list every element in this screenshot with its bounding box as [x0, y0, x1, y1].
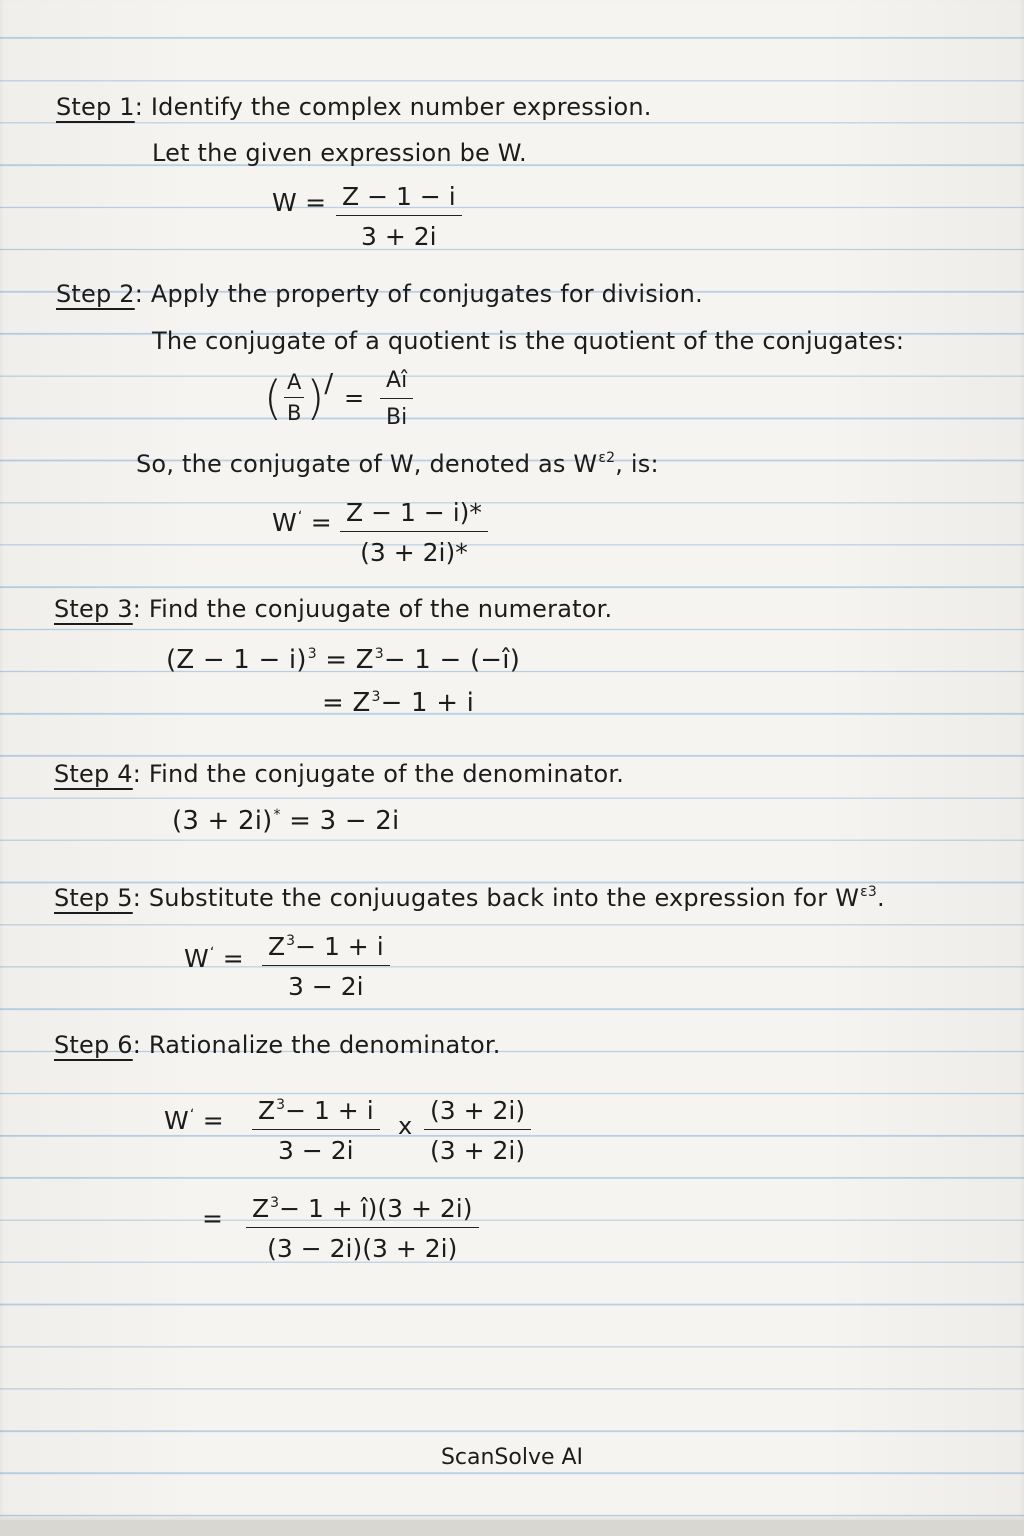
step1-numerator: Z − 1 − i: [336, 184, 462, 216]
step6-times: x: [398, 1112, 413, 1140]
step2-property-rhs: [380, 370, 413, 429]
step6-f3-z: Z: [252, 1194, 270, 1223]
step1-line: Let the given expression be W.: [152, 139, 527, 167]
step6-fraction2: [424, 1098, 531, 1163]
step2-line2-text: So, the conjugate of W, denoted as W: [136, 450, 598, 478]
step3-line2-a: = Z: [322, 688, 371, 718]
step2-property-num: A: [284, 370, 304, 398]
step5-num-z: Z: [268, 932, 286, 961]
step1-heading: [56, 95, 652, 119]
step5-title-end: .: [877, 884, 885, 912]
step3-line1-a: (Z − 1 − i): [166, 645, 307, 675]
left-paren: (: [264, 370, 282, 425]
step1-title: : Identify the complex number expression.: [134, 93, 652, 121]
step2-lhs-sup: ʻ: [297, 509, 303, 525]
step6-f1-sup: 3: [276, 1097, 286, 1113]
step6-f3-denominator: (3 − 2i)(3 + 2i): [267, 1234, 458, 1263]
step2-line2-end: , is:: [615, 450, 659, 478]
step1-denominator: 3 + 2i: [361, 222, 437, 251]
step3-title: : Find the conjuugate of the numerator.: [132, 595, 613, 623]
step2-lhs: [272, 510, 332, 535]
step6-title: : Rationalize the denominator.: [132, 1031, 501, 1059]
step6-heading: [54, 1033, 501, 1057]
step3-line1-b: = Z: [316, 645, 374, 675]
step4-line-sup: *: [273, 807, 281, 823]
step3-line2: [322, 690, 474, 716]
step5-num-sup: 3: [286, 933, 296, 949]
step2-heading: [56, 282, 703, 306]
step6-f1-denominator: 3 − 2i: [278, 1136, 354, 1165]
step6-fraction1: [252, 1098, 380, 1163]
step6-eq2: =: [202, 1204, 224, 1233]
step3-heading: [54, 597, 612, 621]
step3-line1: [166, 647, 520, 673]
step2-property-rhs-num: Aî: [380, 370, 413, 399]
step2-line2-sup: ε2: [598, 450, 616, 466]
step4-title: : Find the conjugate of the denominator.: [132, 760, 625, 788]
step5-heading: [54, 886, 885, 910]
step6-f2-numerator: (3 + 2i): [424, 1098, 531, 1130]
step4-label: Step 4: [54, 760, 133, 788]
step5-label: Step 5: [54, 884, 133, 912]
step2-fraction: [340, 500, 488, 565]
step6-eq: =: [202, 1106, 224, 1135]
step1-lhs: W =: [272, 188, 327, 217]
step5-numerator: [262, 934, 390, 966]
step3-line1-c: − 1 − (−î): [383, 645, 521, 675]
step6-label: Step 6: [54, 1031, 133, 1059]
step5-eq: =: [222, 944, 244, 973]
step2-property-eq: =: [344, 384, 365, 412]
page-edge: [0, 1520, 1024, 1536]
step2-line2: [136, 452, 659, 476]
step2-line: The conjugate of a quotient is the quotient of the conjugates:: [152, 327, 905, 355]
step4-heading: [54, 762, 624, 786]
step4-line-b: = 3 − 2i: [280, 806, 400, 836]
step6-f1-rest: − 1 + i: [285, 1096, 374, 1125]
step2-numerator: Z − 1 − i)*: [340, 500, 488, 532]
step2-property-rhs-den: Bi: [386, 405, 408, 430]
step1-fraction: [336, 184, 462, 249]
step6-fraction3: [246, 1196, 479, 1261]
step2-property-fraction: [282, 370, 306, 425]
step2-eq: =: [310, 508, 332, 537]
step4-line: [172, 808, 399, 834]
step2-title: : Apply the property of conjugates for division.: [134, 280, 703, 308]
step5-denominator: 3 − 2i: [288, 972, 364, 1001]
step2-lhs-w: W: [272, 508, 297, 537]
step5-num-rest: − 1 + i: [295, 932, 384, 961]
step1-label: Step 1: [56, 93, 135, 121]
step3-line1-sup2: 3: [374, 646, 384, 662]
step3-line1-sup: 3: [307, 646, 317, 662]
step6-f2-denominator: (3 + 2i): [430, 1136, 526, 1165]
step6-f1-z: Z: [258, 1096, 276, 1125]
step6-lhs-sup: ʻ: [189, 1107, 195, 1123]
step3-label: Step 3: [54, 595, 133, 623]
step3-line2-sup: 3: [371, 689, 381, 705]
step2-denominator: (3 + 2i)*: [360, 538, 468, 567]
step3-line2-b: − 1 + i: [380, 688, 475, 718]
step2-property-den: B: [286, 401, 302, 425]
step2-label: Step 2: [56, 280, 135, 308]
step5-title: : Substitute the conjuugates back into the expression for W: [132, 884, 860, 912]
step6-lhs-w: W: [164, 1106, 189, 1135]
step6-f1-numerator: [252, 1098, 380, 1130]
step6-f3-rest: − 1 + î)(3 + 2i): [279, 1194, 473, 1223]
step5-lhs-sup: ʻ: [209, 945, 215, 961]
footer-brand: ScanSolve AI: [440, 1445, 584, 1470]
step6-lhs: [164, 1108, 224, 1133]
step4-line-a: (3 + 2i): [172, 806, 273, 836]
step5-lhs-w: W: [184, 944, 209, 973]
step5-lhs: [184, 946, 244, 971]
right-paren: ): [306, 370, 325, 425]
step6-f3-numerator: [246, 1196, 479, 1228]
step5-title-sup: ε3: [860, 884, 877, 900]
step2-property-prime: /: [324, 368, 334, 399]
step6-f3-sup: 3: [270, 1195, 280, 1211]
step5-fraction: [262, 934, 390, 999]
step2-property-lhs: [264, 370, 333, 425]
